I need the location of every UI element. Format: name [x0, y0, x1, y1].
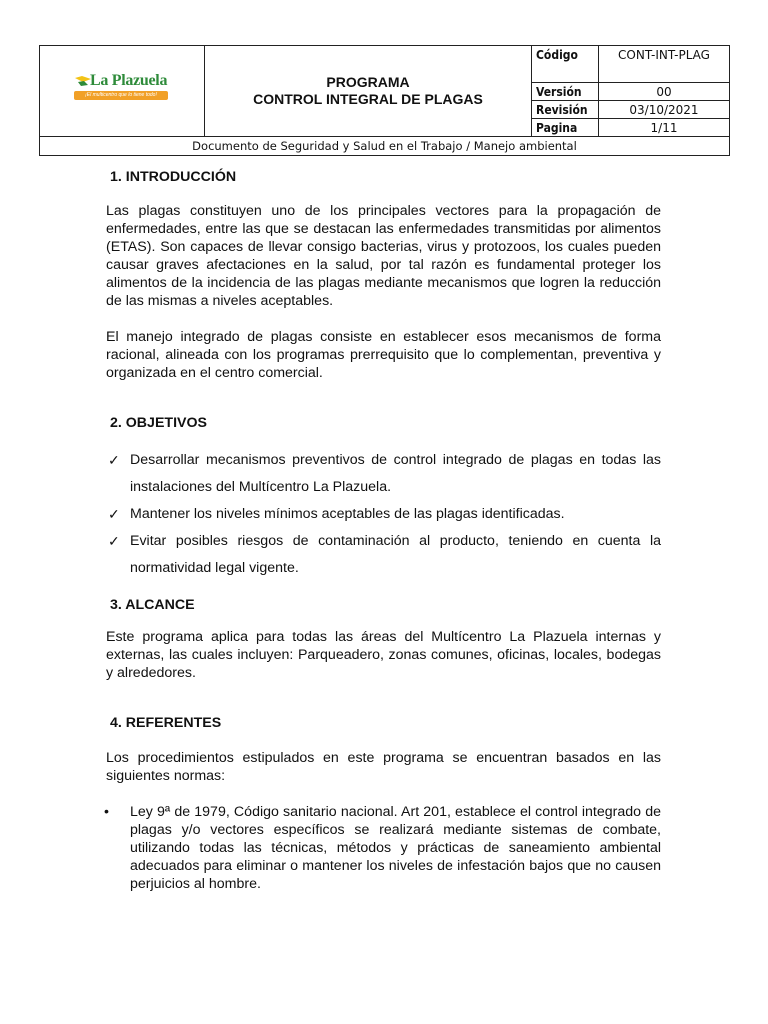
list-item: • Ley 9ª de 1979, Código sanitario nacional. Art 201, establece el control integrado de plagas y/o vectores específicos se realizará mediante sistemas de combate, utilizando todas las técnicas, métodos y prácticas de saneamiento ambiental adecuados para eliminar o mantener los niveles de infestación bajos que no causen perjuicios al hombre. [104, 804, 661, 892]
intro-paragraph-1: Las plagas constituyen uno de los principales vectores para la propagación de enfermedades, entre las que se destacan las enfermedades transmitidas por alimentos (ETAS). Son capaces de llevar consigo bacterias, virus y protozoos, los cuales pueden causar graves afectaciones en la salud, por tal razón es fundamental proteger los alimentos de la incidencia de las plagas mediante mecanismos que logren la reducción de las mismas a niveles aceptables. [106, 203, 661, 309]
field-value-revision: 03/10/2021 [599, 101, 730, 119]
list-item: ✓ Evitar posibles riesgos de contaminación al producto, teniendo en cuenta la normatividad legal vigente. [84, 528, 661, 582]
list-item: ✓ Desarrollar mecanismos preventivos de control integrado de plagas en todas las instalaciones del Multícentro La Plazuela. [84, 447, 661, 501]
header-footer-text: Documento de Seguridad y Salud en el Trabajo / Manejo ambiental [40, 137, 730, 156]
logo-slogan: ¡El multicentro que lo tiene todo! [74, 91, 168, 100]
norms-list [106, 803, 661, 893]
heading-introduccion: 1. INTRODUCCIÓN [110, 169, 237, 185]
alcance-paragraph: Este programa aplica para todas las áreas del Multícentro La Plazuela internas y externas, las cuales incluyen: Parqueadero, zonas comunes, oficinas, locales, bodegas y alrededores. [106, 629, 661, 681]
field-value-pagina: 1/11 [599, 119, 730, 137]
field-label-pagina: Pagina [532, 119, 599, 137]
heading-referentes: 4. REFERENTES [110, 715, 222, 731]
list-item: ✓ Mantener los niveles mínimos aceptables de las plagas identificadas. [84, 501, 661, 528]
company-logo [74, 72, 170, 106]
objectives-list [106, 447, 661, 582]
intro-paragraph-2: El manejo integrado de plagas consiste en establecer esos mecanismos de forma racional, alineada con los programas prerrequisito que lo complementan, preventiva y organizada en el centro comercial. [106, 329, 661, 381]
document-title [205, 46, 532, 137]
bullet-icon: • [104, 804, 109, 820]
field-label-codigo: Código [532, 46, 599, 83]
field-label-version: Versión [532, 83, 599, 101]
checkmark-icon: ✓ [108, 452, 120, 468]
field-value-codigo: CONT-INT-PLAG [599, 46, 730, 83]
heading-alcance: 3. ALCANCE [110, 597, 195, 613]
title-line-2: CONTROL INTEGRAL DE PLAGAS [253, 91, 483, 107]
field-label-revision: Revisión [532, 101, 599, 119]
title-line-1: PROGRAMA [326, 74, 410, 90]
heading-objetivos: 2. OBJETIVOS [110, 415, 207, 431]
document-body [106, 168, 661, 893]
checkmark-icon: ✓ [108, 506, 120, 522]
logo-brand: La Plazuela [90, 71, 168, 89]
logo-cell [40, 46, 205, 137]
field-value-version: 00 [599, 83, 730, 101]
referentes-paragraph: Los procedimientos estipulados en este programa se encuentran basados en las siguientes normas: [106, 750, 661, 784]
checkmark-icon: ✓ [108, 533, 120, 549]
document-header [39, 45, 730, 153]
